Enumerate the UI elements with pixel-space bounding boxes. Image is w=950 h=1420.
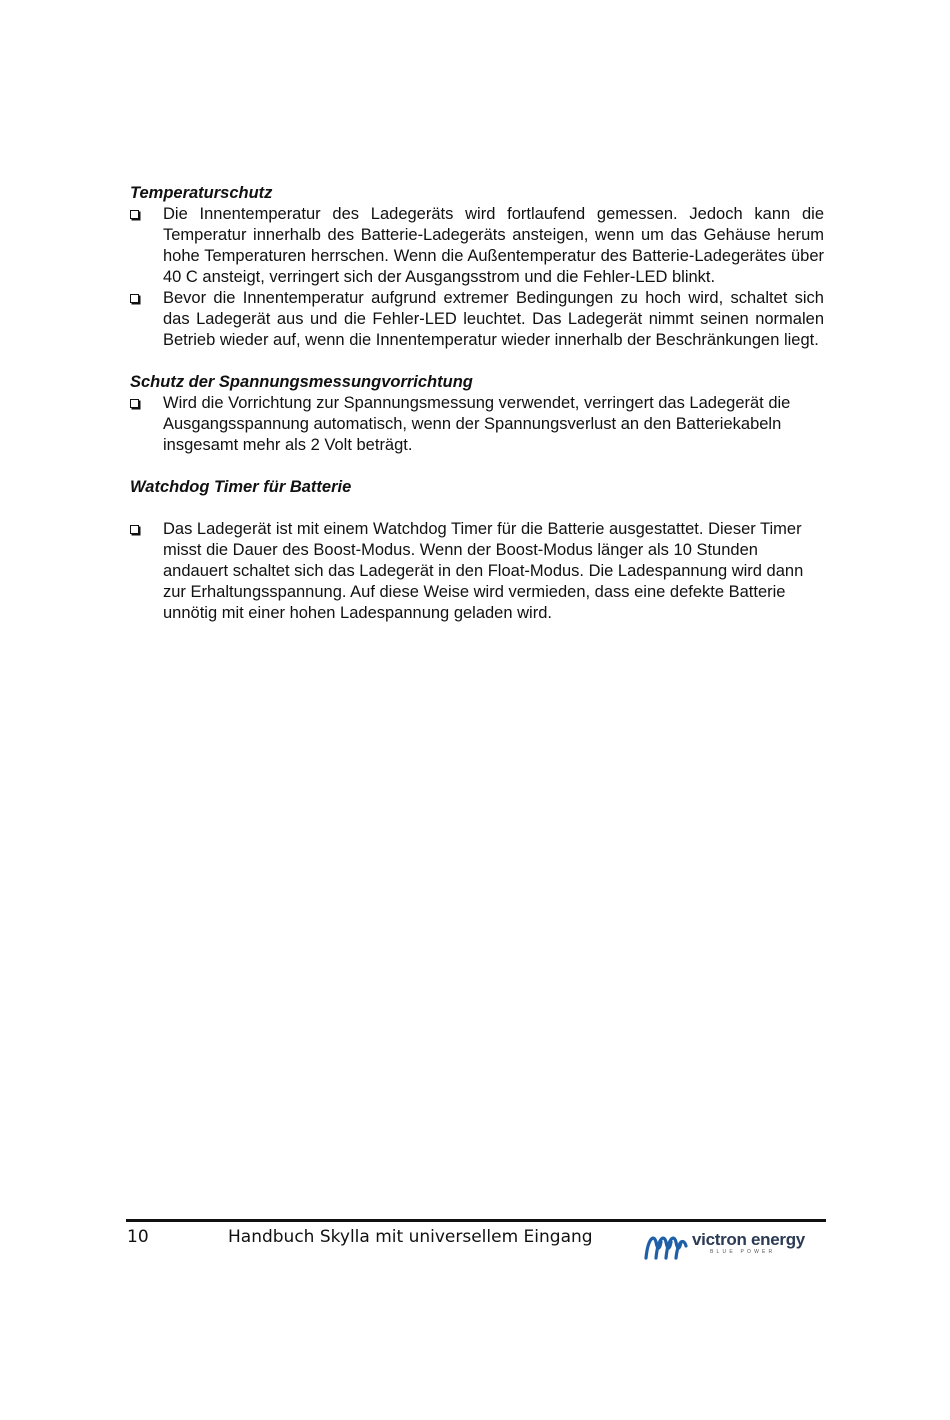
page-content bbox=[130, 183, 824, 624]
list-item-text: Wird die Vorrichtung zur Spannungsmessung verwendet, verringert das Ladegerät die Ausgangsspannung automatisch, wenn der Spannungsverlust an den Batteriekabeln insgesamt mehr als 2 Volt beträgt. bbox=[163, 394, 791, 454]
list-item-text: Bevor die Innentemperatur aufgrund extremer Bedingungen zu hoch wird, schaltet sich das Ladegerät aus und die Fehler-LED leuchtet. Das Ladegerät nimmt seinen normalen Betrieb wieder auf, wenn die Innentemperatur wieder innerhalb der Beschränkungen liegt. bbox=[163, 289, 824, 349]
list-item bbox=[130, 288, 824, 351]
bullet-list bbox=[130, 519, 824, 624]
page-number: 10 bbox=[127, 1227, 149, 1247]
logo-text: victron energy bbox=[692, 1230, 805, 1249]
spacer bbox=[130, 456, 824, 477]
list-item bbox=[130, 393, 824, 456]
spacer bbox=[130, 351, 824, 372]
checkbox-bullet-icon bbox=[130, 525, 139, 534]
checkbox-bullet-icon bbox=[130, 210, 139, 219]
list-item-text: Die Innentemperatur des Ladegeräts wird fortlaufend gemessen. Jedoch kann die Temperatur innerhalb des Batterie-Ladegeräts ansteigen, wenn um das Gehäuse herum hohe Temperaturen herrschen. Wenn die Außentemperatur des Batterie-Ladegerätes über 40 C ansteigt, verringert sich der Ausgangsstrom und die Fehler-LED blinkt. bbox=[163, 205, 824, 286]
victron-logo bbox=[630, 1225, 826, 1269]
bullet-list bbox=[130, 204, 824, 351]
list-item-text: Das Ladegerät ist mit einem Watchdog Timer für die Batterie ausgestattet. Dieser Timer misst die Dauer des Boost-Modus. Wenn der Boost-Modus länger als 10 Stunden andauert schaltet sich das Ladegerät in den Float-Modus. Die Ladespannung wird dann zur Erhaltungsspannung. Auf diese Weise wird vermieden, dass eine defekte Batterie unnötig mit einer hohen Ladespannung geladen wird. bbox=[163, 520, 804, 622]
bullet-list bbox=[130, 393, 824, 456]
logo-tagline: BLUE POWER bbox=[710, 1249, 776, 1255]
spacer bbox=[130, 498, 824, 519]
list-item bbox=[130, 519, 824, 624]
checkbox-bullet-icon bbox=[130, 294, 139, 303]
list-item bbox=[130, 204, 824, 288]
section-heading-spannungsmessung: Schutz der Spannungsmessungvorrichtung bbox=[130, 373, 473, 391]
section-heading-temperaturschutz: Temperaturschutz bbox=[130, 184, 273, 202]
section-heading-watchdog: Watchdog Timer für Batterie bbox=[130, 478, 352, 496]
victron-logo-icon bbox=[642, 1228, 694, 1262]
footer-rule bbox=[126, 1219, 826, 1222]
footer-title: Handbuch Skylla mit universellem Eingang bbox=[228, 1227, 593, 1247]
checkbox-bullet-icon bbox=[130, 399, 139, 408]
